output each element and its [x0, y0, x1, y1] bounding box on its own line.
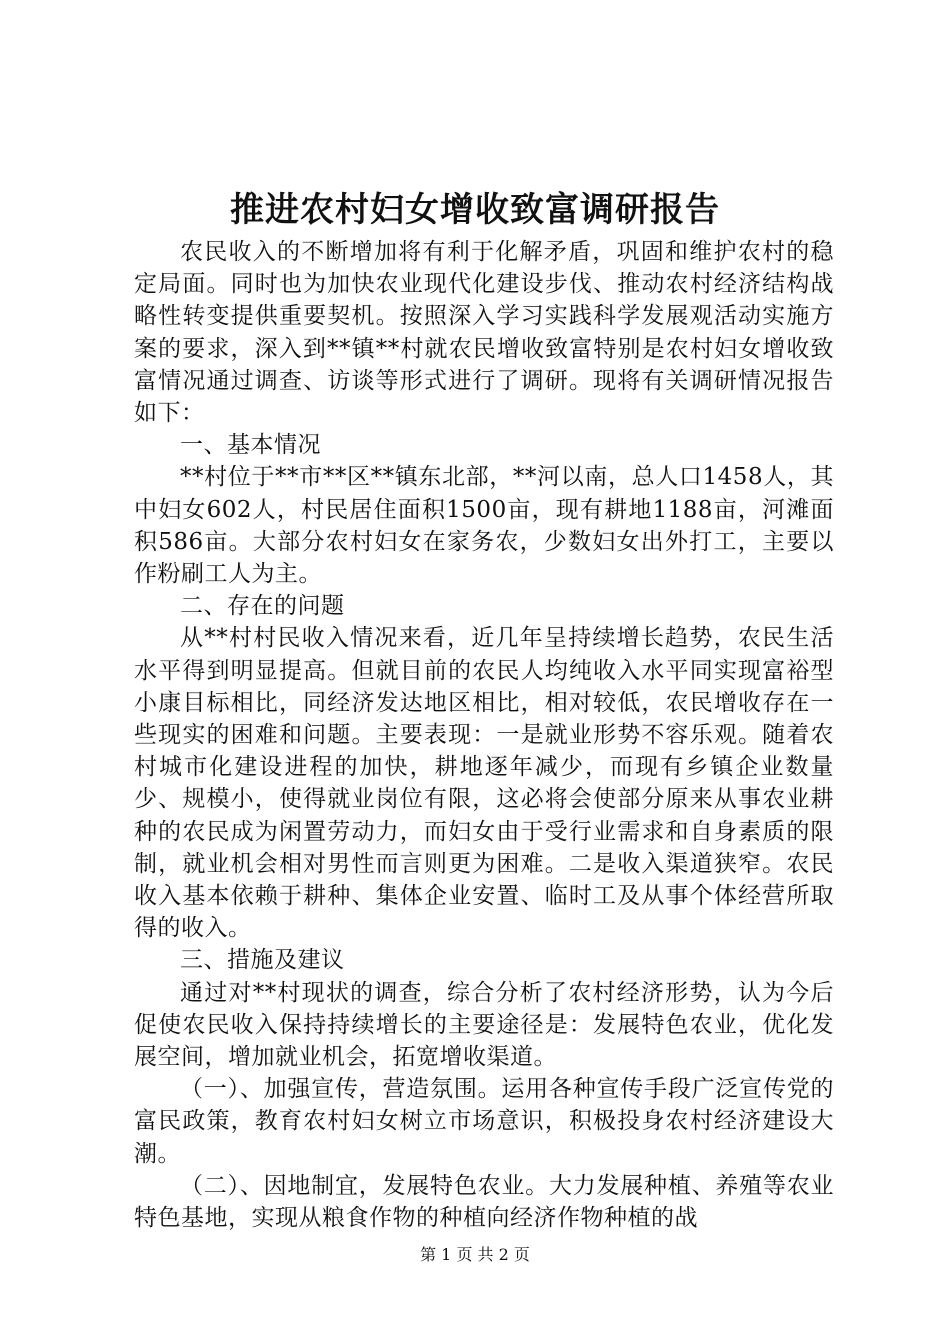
measures-paragraph: 通过对**村现状的调查，综合分析了农村经济形势，认为今后促使农民收入保持持续增长的主要途径是：发展特色农业，优化发展空间，增加就业机会，拓宽增收渠道。 [134, 979, 834, 1071]
section-heading-basic: 一、基本情况 [180, 432, 321, 459]
page-number-footer: 第 1 页 共 2 页 [420, 1245, 530, 1264]
section-heading-measures: 三、措施及建议 [180, 947, 345, 974]
document-body [134, 236, 834, 1234]
problems-paragraph: 从**村村民收入情况来看，近几年呈持续增长趋势，农民生活水平得到明显提高。但就目前的农民人均纯收入水平同实现富裕型小康目标相比，同经济发达地区相比，相对较低，农民增收存在一些现实的困难和问题。主要表现：一是就业形势不容乐观。随着农村城市化建设进程的加快，耕地逐年减少，而现有乡镇企业数量少、规模小，使得就业岗位有限，这必将会使部分原来从事农业耕种的农民成为闲置劳动力，而妇女由于受行业需求和自身素质的限制，就业机会相对男性而言则更为困难。二是收入渠道狭窄。农民收入基本依赖于耕种、集体企业安置、临时工及从事个体经营所取得的收入。 [134, 625, 834, 942]
measure-two-paragraph: （二）、因地制宜，发展特色农业。大力发展种植、养殖等农业特色基地，实现从粮食作物的种植向经济作物种植的战 [134, 1172, 834, 1232]
basic-info-paragraph: **村位于**市**区**镇东北部，**河以南，总人口1458人，其中妇女602人，村民居住面积1500亩，现有耕地1188亩，河滩面积586亩。大部分农村妇女在家务农，少数妇女出外打工，主要以作粉刷工人为主。 [134, 464, 834, 588]
intro-paragraph: 农民收入的不断增加将有利于化解矛盾，巩固和维护农村的稳定局面。同时也为加快农业现代化建设步伐、推动农村经济结构战略性转变提供重要契机。按照深入学习实践科学发展观活动实施方案的要求，深入到**镇**村就农民增收致富特别是农村妇女增收致富情况通过调查、访谈等形式进行了调研。现将有关调研情况报告如下： [134, 239, 834, 427]
measure-one-paragraph: （一）、加强宣传，营造氛围。运用各种宣传手段广泛宣传党的富民政策，教育农村妇女树立市场意识，积极投身农村经济建设大潮。 [134, 1076, 834, 1167]
section-heading-problems: 二、存在的问题 [180, 593, 345, 620]
document-title: 推进农村妇女增收致富调研报告 [230, 190, 720, 230]
